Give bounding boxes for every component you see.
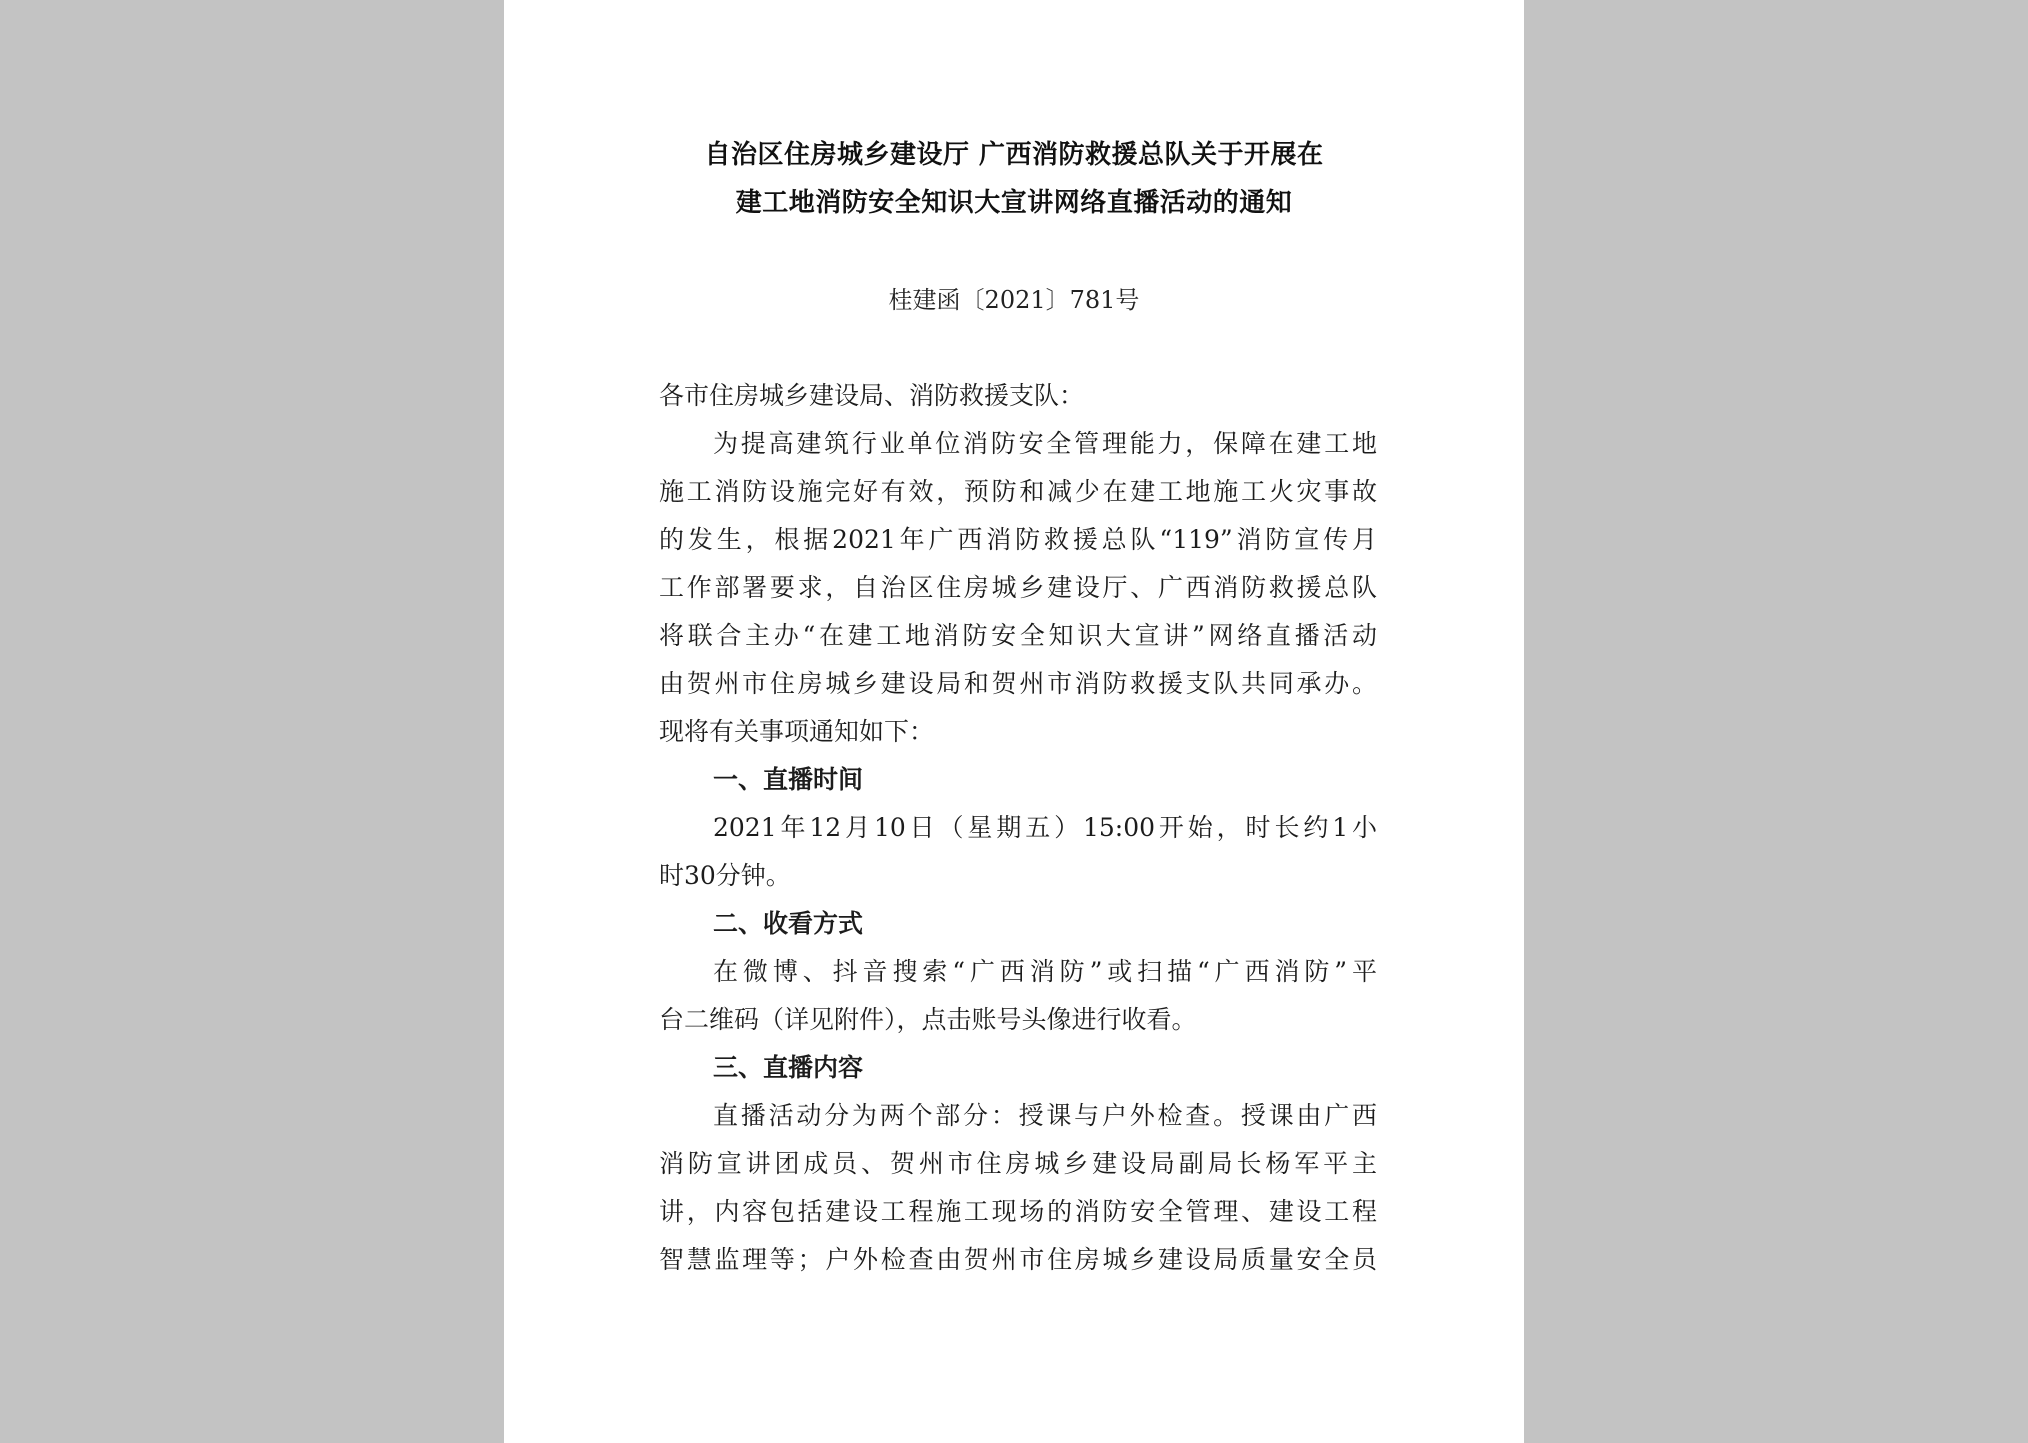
document-number: 桂建函〔2021〕781号 [888, 286, 1140, 314]
body-line: 台二维码（详见附件），点击账号头像进行收看。 [659, 1005, 1197, 1034]
section-heading: 一、直播时间 [713, 765, 864, 794]
document-title-line-2: 建工地消防安全知识大宣讲网络直播活动的通知 [735, 188, 1293, 218]
section-heading: 三、直播内容 [713, 1053, 864, 1082]
body-line: 智慧监理等；户外检查由贺州市住房城乡建设局质量安全员 [659, 1245, 1377, 1274]
body-line: 现将有关事项通知如下： [659, 717, 935, 746]
body-line: 讲，内容包括建设工程施工现场的消防安全管理、建设工程 [659, 1197, 1377, 1226]
document-page [504, 0, 1524, 1443]
body-line: 由贺州市住房城乡建设局和贺州市消防救援支队共同承办。 [659, 669, 1377, 698]
body-line: 施工消防设施完好有效，预防和减少在建工地施工火灾事故 [659, 477, 1377, 506]
body-line: 的发生，根据2021年广西消防救援总队“119”消防宣传月 [659, 525, 1377, 554]
body-line: 在微博、抖音搜索“广西消防”或扫描“广西消防”平 [713, 957, 1377, 986]
body-line: 将联合主办“在建工地消防安全知识大宣讲”网络直播活动 [659, 621, 1377, 650]
body-line: 直播活动分为两个部分：授课与户外检查。授课由广西 [713, 1101, 1377, 1130]
body-line: 为提高建筑行业单位消防安全管理能力，保障在建工地 [713, 429, 1377, 458]
body-line: 消防宣讲团成员、贺州市住房城乡建设局副局长杨军平主 [659, 1149, 1377, 1178]
body-line: 工作部署要求，自治区住房城乡建设厅、广西消防救援总队 [659, 573, 1377, 602]
body-line: 时30分钟。 [659, 861, 791, 890]
body-line: 各市住房城乡建设局、消防救援支队： [659, 381, 1085, 410]
body-line: 2021年12月10日（星期五）15:00开始，时长约1小 [713, 813, 1377, 842]
section-heading: 二、收看方式 [713, 909, 864, 938]
document-title-line-1: 自治区住房城乡建设厅 广西消防救援总队关于开展在 [704, 140, 1324, 170]
